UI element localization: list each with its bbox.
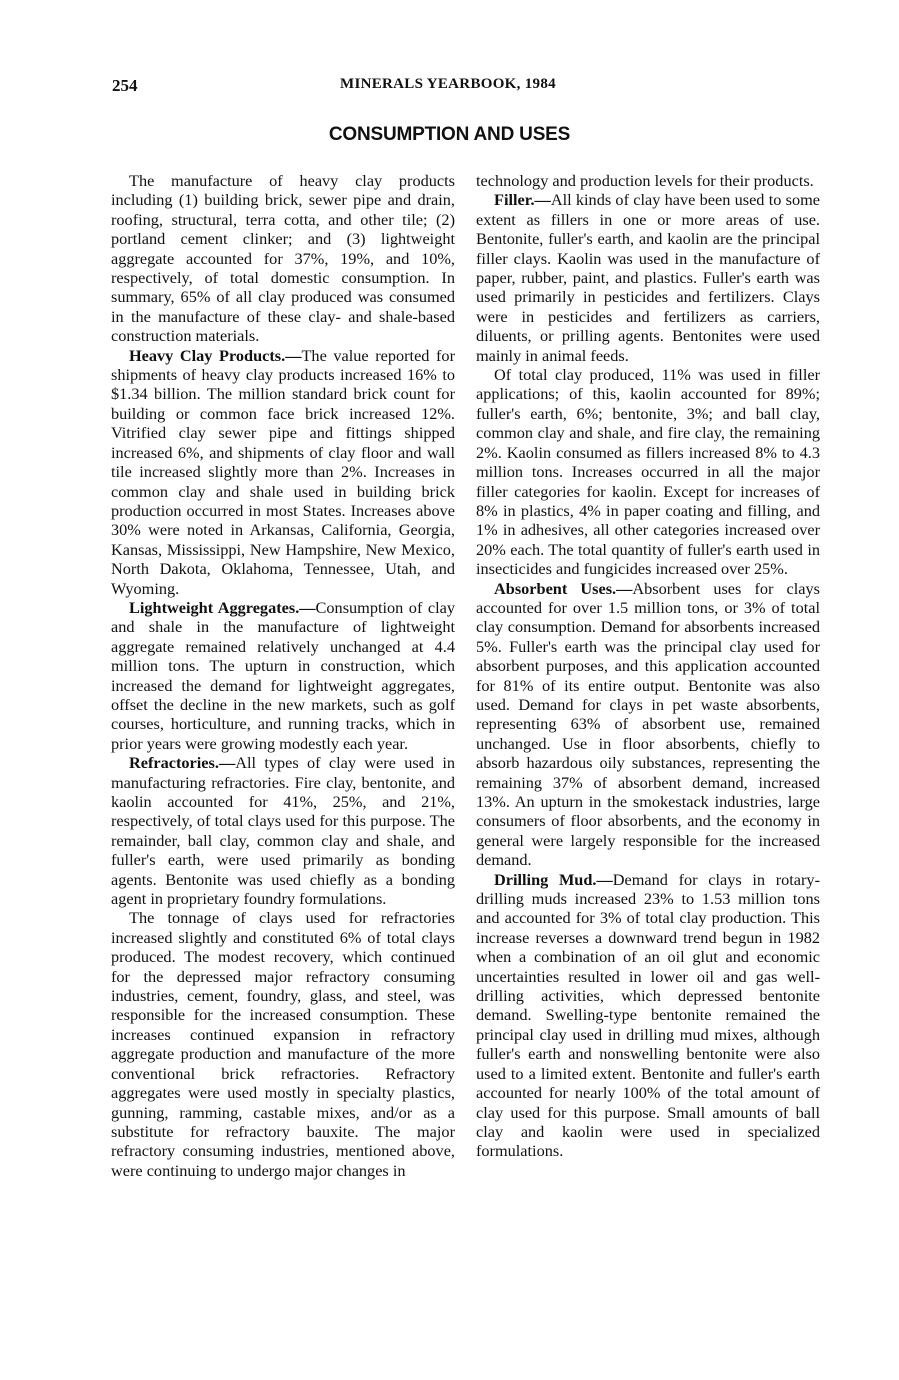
run-in-heading-refractories: Refractories.— — [129, 753, 236, 773]
left-column — [111, 171, 455, 1180]
paragraph-refractories-tonnage — [111, 908, 455, 1180]
paragraph-refractories — [111, 753, 455, 908]
run-in-heading-absorbent-uses: Absorbent Uses.— — [494, 578, 633, 598]
run-in-heading-heavy-clay-products: Heavy Clay Products.— — [129, 345, 302, 365]
paragraph-text: Consumption of clay and shale in the manufacture of lightweight aggregate remained relatively unchanged at 4.4 million tons. The upturn in construction, which increased the demand for lightweight aggregates, offset the decline in the new markets, such as golf courses, horticulture, and running tracks, which in prior years were growing modestly each year. — [111, 597, 455, 753]
paragraph-text: The manufacture of heavy clay products including (1) building brick, sewer pipe and drain, roofing, structural, terra cotta, and other tile; (2) portland cement clinker; and (3) lightweight aggregate accounted for 37%, 19%, and 10%, respectively, of total domestic consumption. In summary, 65% of all clay produced was consumed in the manufacture of these clay- and shale-based construction materials. — [111, 171, 455, 346]
paragraph-continuation — [476, 171, 820, 190]
paragraph-absorbent-uses — [476, 579, 820, 870]
paragraph-text: Demand for clays in rotary-drilling muds increased 23% to 1.53 million tons and accounted for 3% of total clay production. This increase reverses a downward trend begun in 1982 when a combination of an oil glut and economic uncertainties resulted in lower oil and gas well-drilling activities, which depressed bentonite demand. Swelling-type bentonite remained the principal clay used in drilling mud mixes, although fuller's earth and nonswelling bentonite were also used to a limited extent. Bentonite and fuller's earth accounted for nearly 100% of the total amount of clay used for this purpose. Small amounts of ball clay and kaolin were used in specialized formulations. — [476, 869, 820, 1161]
page-number: 254 — [112, 76, 138, 95]
running-title: MINERALS YEARBOOK, 1984 — [340, 76, 556, 92]
paragraph-filler-share — [476, 365, 820, 578]
paragraph-text: technology and production levels for their products. — [476, 171, 814, 190]
paragraph-text: All types of clay were used in manufacturing refractories. Fire clay, bentonite, and kaolin accounted for 41%, 25%, and 21%, respectively, of total clays used for this purpose. The remainder, ball clay, common clay and shale, and fuller's earth, were used primarily as bonding agents. Bentonite was used chiefly as a bonding agent in proprietary foundry formulations. — [111, 753, 455, 909]
paragraph-text: The value reported for shipments of heavy clay products increased 16% to $1.34 billion. The million standard brick count for building or common face brick increased 12%. Vitrified clay sewer pipe and fittings shipped increased 6%, and shipments of clay floor and wall tile increased slightly more than 2%. Increases in common clay and shale used in building brick production occurred in most States. Increases above 30% were noted in Arkansas, California, Georgia, Kansas, Mississippi, New Hampshire, New Mexico, North Dakota, Oklahoma, Tennessee, Utah, and Wyoming. — [111, 345, 455, 598]
run-in-heading-lightweight-aggregates: Lightweight Aggregates.— — [129, 597, 316, 617]
paragraph-drilling-mud — [476, 870, 820, 1161]
paragraph-text: Of total clay produced, 11% was used in filler applications; of this, kaolin accounted for 89%; fuller's earth, 6%; bentonite, 3%; and ball clay, common clay and shale, and fire clay, the remaining 2%. Kaolin consumed as fillers increased 8% to 4.3 million tons. Increases occurred in all the major filler categories for kaolin. Except for increases of 8% in plastics, 4% in paper coating and filling, and 1% in adhesives, all other categories increased over 20% each. The total quantity of fuller's earth used in insecticides and fungicides increased over 25%. — [476, 365, 820, 579]
section-title: CONSUMPTION AND USES — [328, 124, 571, 145]
paragraph-text: All kinds of clay have been used to some extent as fillers in one or more areas of use. Bentonite, fuller's earth, and kaolin are the principal filler clays. Kaolin was used in the manufacture of paper, rubber, paint, and plastics. Fuller's earth was used primarily in pesticides and fertilizers. Clays were in pesticides and fertilizers as carriers, diluents, or prilling agents. Bentonites were used mainly in animal feeds. — [476, 190, 820, 365]
right-column — [476, 171, 820, 1161]
paragraph-lightweight-aggregates — [111, 598, 455, 753]
paragraph-heavy-clay-intro — [111, 171, 455, 346]
paragraph-text: Absorbent uses for clays accounted for over 1.5 million tons, or 3% of total clay consumption. Demand for absorbents increased 5%. Fuller's earth was the principal clay used for absorbent purposes, and this application accounted for 81% of its entire output. Bentonite was also used. Demand for clays in pet waste absorbents, representing 63% of absorbent use, remained unchanged. Use in floor absorbents, chiefly to absorb hazardous oily substances, representing the remaining 37% of absorbent demand, increased 13%. An upturn in the smokestack industries, large consumers of floor absorbents, and the economy in general were largely responsible for the increased demand. — [476, 578, 820, 870]
paragraph-heavy-clay-products — [111, 346, 455, 598]
run-in-heading-filler: Filler.— — [494, 190, 551, 210]
paragraph-text: The tonnage of clays used for refractories increased slightly and constituted 6% of total clays produced. The modest recovery, which continued for the depressed major refractory consuming industries, cement, foundry, glass, and steel, was responsible for the increased consumption. These increases continued expansion in refractory aggregate production and manufacture of the more conventional brick refractories. Refractory aggregates were used mostly in specialty plastics, gunning, ramming, castable mixes, and/or as a substitute for refractory bauxite. The major refractory consuming industries, mentioned above, were continuing to undergo major changes in — [111, 908, 455, 1180]
run-in-heading-drilling-mud: Drilling Mud.— — [494, 869, 613, 889]
paragraph-filler — [476, 190, 820, 365]
